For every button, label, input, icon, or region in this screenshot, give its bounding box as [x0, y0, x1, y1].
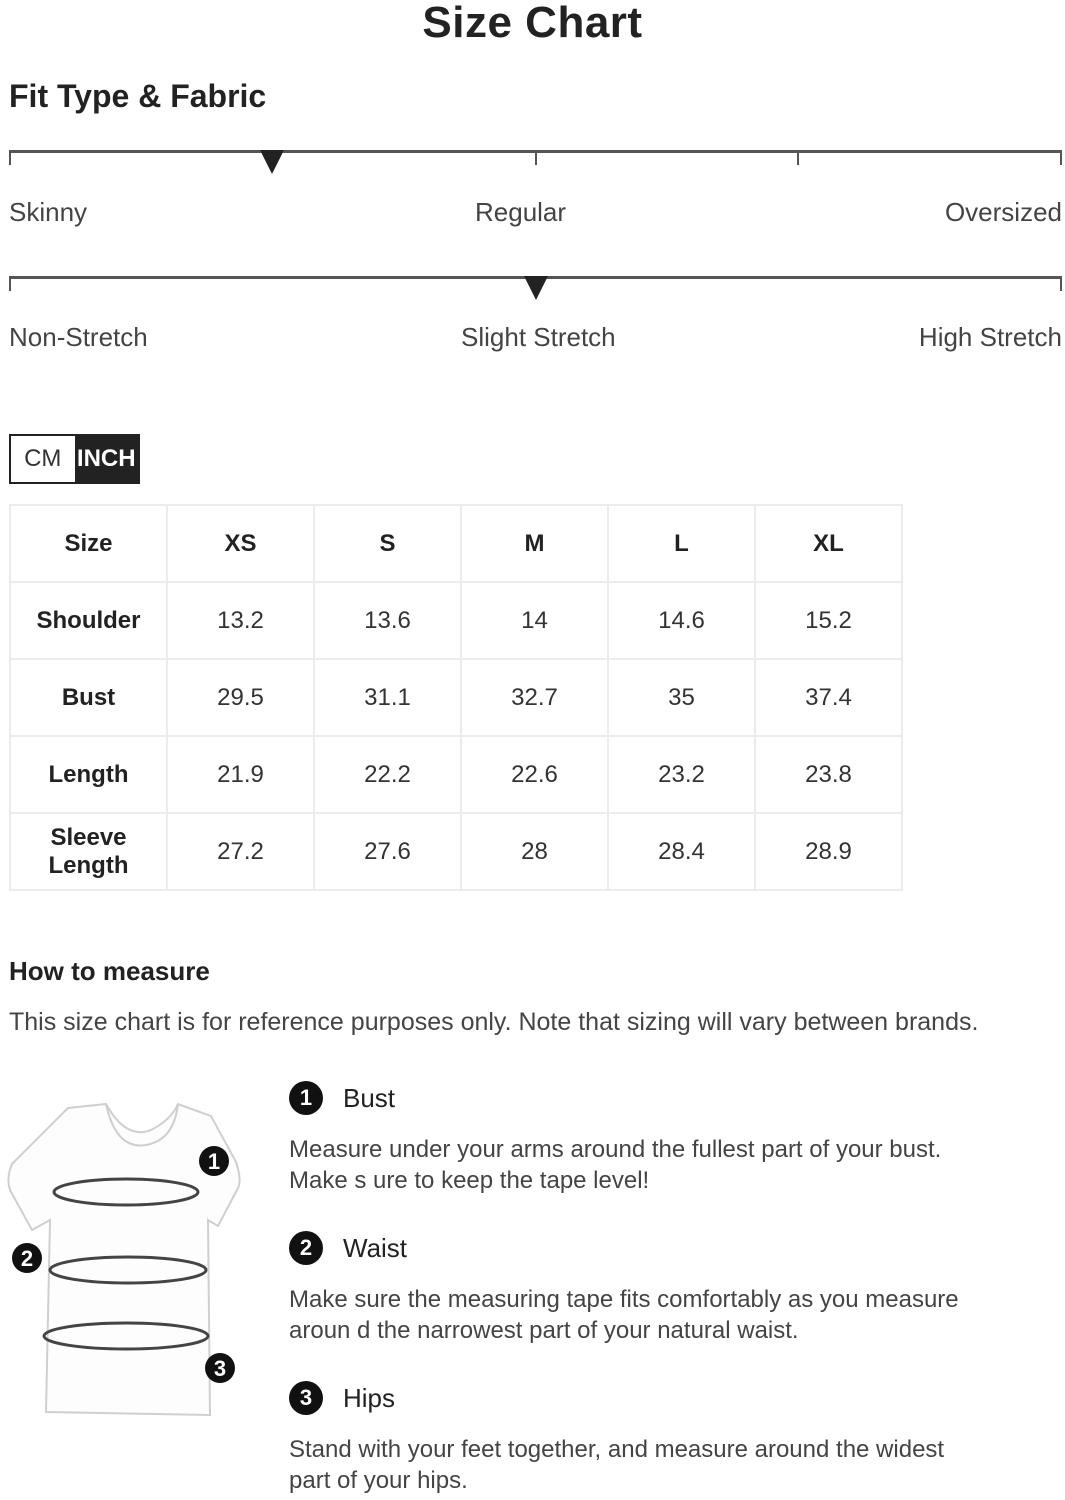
table-cell: 21.9: [167, 736, 314, 813]
size-table: [9, 504, 903, 891]
measure-item-text: Measure under your arms around the fullest part of your bust. Make s ure to keep the tape level!: [289, 1136, 942, 1194]
measure-item-waist: [289, 1228, 989, 1346]
table-cell: 37.4: [755, 659, 902, 736]
table-row: [10, 659, 902, 736]
table-cell: 28.4: [608, 813, 755, 890]
table-header-cell: L: [608, 505, 755, 582]
table-cell: 35: [608, 659, 755, 736]
table-cell: 15.2: [755, 582, 902, 659]
table-cell: 31.1: [314, 659, 461, 736]
measure-item-name: Waist: [343, 1232, 408, 1263]
table-header-cell: S: [314, 505, 461, 582]
table-row: [10, 736, 902, 813]
tshirt-measurement-diagram-icon: [6, 1100, 246, 1420]
fit-section-title: Fit Type & Fabric: [9, 78, 267, 114]
table-cell: 23.2: [608, 736, 755, 813]
how-to-measure-title: How to measure: [9, 956, 210, 986]
table-header-cell: XL: [755, 505, 902, 582]
table-row: [10, 582, 902, 659]
diagram-marker-label: 2: [20, 1246, 34, 1271]
table-header-cell: XS: [167, 505, 314, 582]
table-cell: 27.2: [167, 813, 314, 890]
scale-tick: [535, 150, 537, 165]
table-cell: Bust: [10, 659, 167, 736]
unit-inch-button[interactable]: INCH: [75, 436, 139, 482]
number-3-icon: 3: [289, 1381, 323, 1415]
table-cell: Sleeve Length: [10, 813, 167, 890]
stretch-label-high: High Stretch: [918, 322, 1062, 352]
table-cell: 14.6: [608, 582, 755, 659]
scale-tick: [1060, 150, 1062, 165]
table-header-cell: Size: [10, 505, 167, 582]
table-cell: 32.7: [461, 659, 608, 736]
table-cell: Shoulder: [10, 582, 167, 659]
table-cell: 22.2: [314, 736, 461, 813]
table-cell: 28.9: [755, 813, 902, 890]
table-cell: 28: [461, 813, 608, 890]
scale-tick: [9, 150, 11, 165]
table-header-cell: M: [461, 505, 608, 582]
unit-toggle: [9, 434, 140, 484]
measure-item-text: Make sure the measuring tape fits comfortably as you measure aroun d the narrowest part of your natural waist.: [289, 1286, 959, 1344]
measure-item-text: Stand with your feet together, and measure around the widest part of your hips.: [289, 1436, 945, 1494]
measure-item-name: Bust: [343, 1082, 396, 1113]
table-cell: 22.6: [461, 736, 608, 813]
table-cell: Length: [10, 736, 167, 813]
page-title: Size Chart: [422, 0, 643, 47]
table-header-row: [10, 505, 902, 582]
diagram-marker-label: 1: [207, 1149, 221, 1174]
stretch-label-slight: Slight Stretch: [461, 322, 616, 352]
scale-tick: [1060, 276, 1062, 291]
stretch-scale: [9, 276, 1062, 292]
scale-tick: [9, 276, 11, 291]
measure-item-name: Hips: [343, 1382, 396, 1413]
table-cell: 29.5: [167, 659, 314, 736]
scale-tick: [797, 150, 799, 165]
fit-type-scale: [9, 150, 1062, 166]
table-cell: 13.2: [167, 582, 314, 659]
fit-label-skinny: Skinny: [9, 197, 88, 227]
fit-label-oversized: Oversized: [944, 197, 1062, 227]
table-row: [10, 813, 902, 890]
measure-item-hips: [289, 1378, 989, 1496]
table-cell: 27.6: [314, 813, 461, 890]
table-cell: 23.8: [755, 736, 902, 813]
number-1-icon: 1: [289, 1081, 323, 1115]
table-cell: 14: [461, 582, 608, 659]
how-to-measure-description: This size chart is for reference purposes only. Note that sizing will vary between brands.: [9, 1008, 979, 1036]
stretch-label-non: Non-Stretch: [9, 322, 148, 352]
diagram-marker-label: 3: [213, 1356, 227, 1381]
number-2-icon: 2: [289, 1231, 323, 1265]
table-cell: 13.6: [314, 582, 461, 659]
triangle-down-icon: [260, 150, 284, 174]
triangle-down-icon: [524, 276, 548, 300]
fit-label-regular: Regular: [475, 197, 567, 227]
measure-item-bust: [289, 1078, 989, 1196]
unit-cm-button[interactable]: CM: [11, 436, 75, 482]
